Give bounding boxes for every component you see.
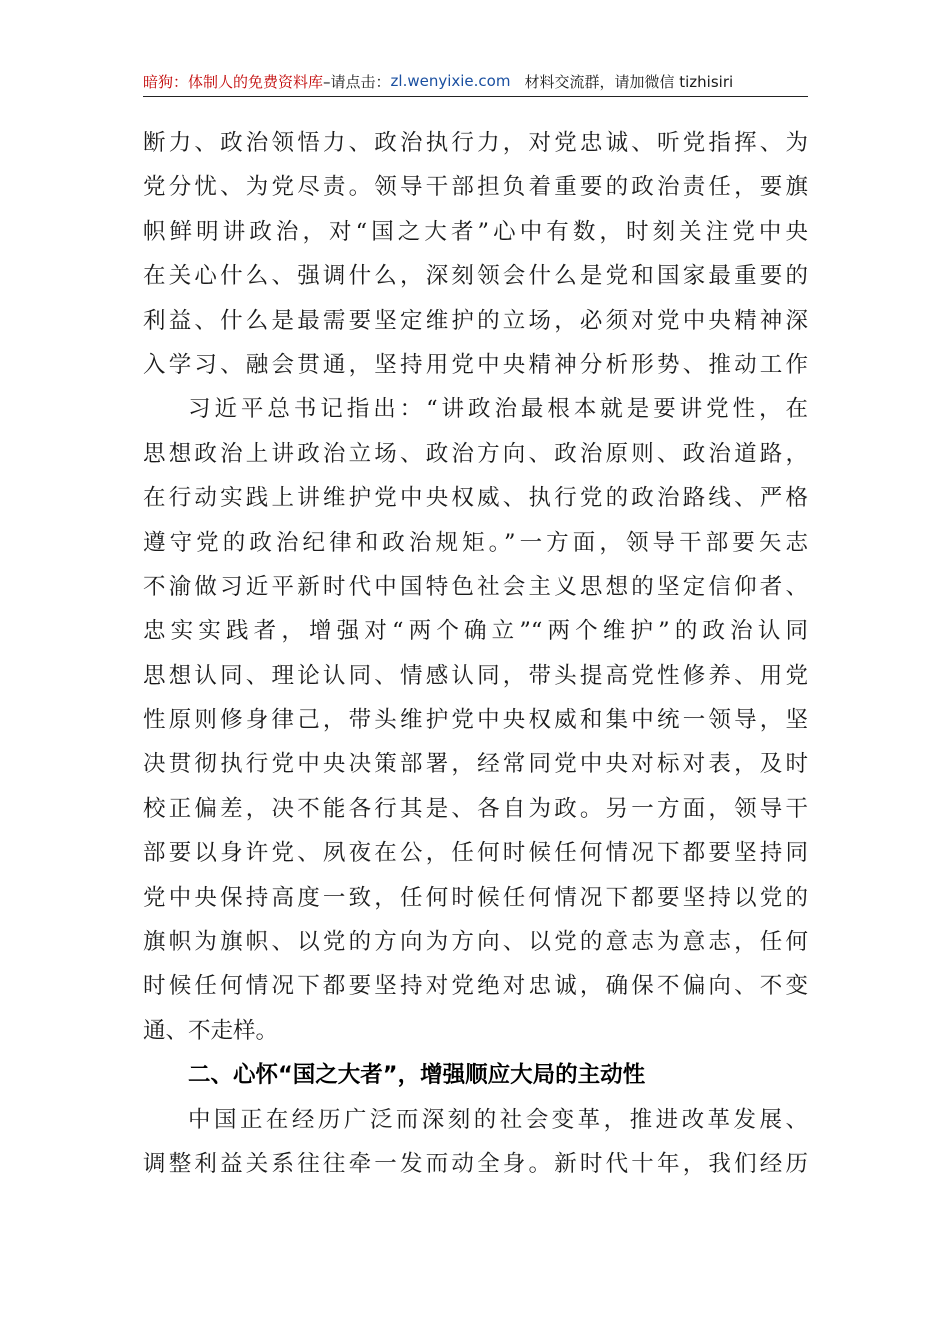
header-site-link[interactable]: zl.wenyixie.com <box>390 72 511 90</box>
text-line: 党中央保持高度一致，任何时候任何情况下都要坚持以党的 <box>143 884 808 911</box>
text-line: 校正偏差，决不能各行其是、各自为政。另一方面，领导干 <box>143 795 808 822</box>
text-line: 旗帜为旗帜、以党的方向为方向、以党的意志为意志，任何 <box>143 929 808 956</box>
text-line: 性原则修身律己，带头维护党中央权威和集中统一领导，坚 <box>143 707 808 734</box>
text-line: 帜鲜明讲政治，对“国之大者”心中有数，时刻关注党中央 <box>143 218 808 245</box>
text-line: 在行动实践上讲维护党中央权威、执行党的政治路线、严格 <box>143 485 808 512</box>
paragraph-start-line: 中国正在经历广泛而深刻的社会变革，推进改革发展、 <box>188 1106 808 1133</box>
text-line: 断力、政治领悟力、政治执行力，对党忠诚、听党指挥、为 <box>143 130 808 156</box>
text-line: 时候任何情况下都要坚持对党绝对忠诚，确保不偏向、不变 <box>143 973 808 1000</box>
text-line: 党分忧、为党尽责。领导干部担负着重要的政治责任，要旗 <box>143 174 808 201</box>
text-line: 在关心什么、强调什么，深刻领会什么是党和国家最重要的 <box>143 263 808 290</box>
header-site-name: 暗狗：体制人的免费资料库 <box>143 72 324 91</box>
paragraph-end-line: 通、不走样。 <box>143 1017 279 1044</box>
document-body <box>143 121 808 1186</box>
header-click-prefix: –请点击： <box>323 72 391 91</box>
header-wechat-note: 材料交流群，请加微信 tizhisiri <box>524 72 734 91</box>
text-line: 遵守党的政治纪律和政治规矩。”一方面，领导干部要矢志 <box>143 529 808 556</box>
text-line: 忠实实践者，增强对“两个确立”“两个维护”的政治认同 <box>143 618 808 645</box>
text-line: 不渝做习近平新时代中国特色社会主义思想的坚定信仰者、 <box>143 573 808 600</box>
text-line: 决贯彻执行党中央决策部署，经常同党中央对标对表，及时 <box>143 751 808 778</box>
text-line: 部要以身许党、夙夜在公，任何时候任何情况下都要坚持同 <box>143 840 808 867</box>
page-header <box>143 66 808 97</box>
text-line: 调整利益关系往往牵一发而动全身。新时代十年，我们经历 <box>143 1150 808 1177</box>
text-line: 思想政治上讲政治立场、政治方向、政治原则、政治道路， <box>143 440 808 467</box>
section-heading: 二、心怀“国之大者”，增强顺应大局的主动性 <box>188 1062 646 1089</box>
text-line: 利益、什么是最需要坚定维护的立场，必须对党中央精神深 <box>143 307 808 334</box>
text-line: 思想认同、理论认同、情感认同，带头提高党性修养、用党 <box>143 662 808 689</box>
text-line: 入学习、融会贯通，坚持用党中央精神分析形势、推动工作 <box>143 351 808 378</box>
paragraph-start-line: 习近平总书记指出：“讲政治最根本就是要讲党性，在 <box>188 396 808 423</box>
